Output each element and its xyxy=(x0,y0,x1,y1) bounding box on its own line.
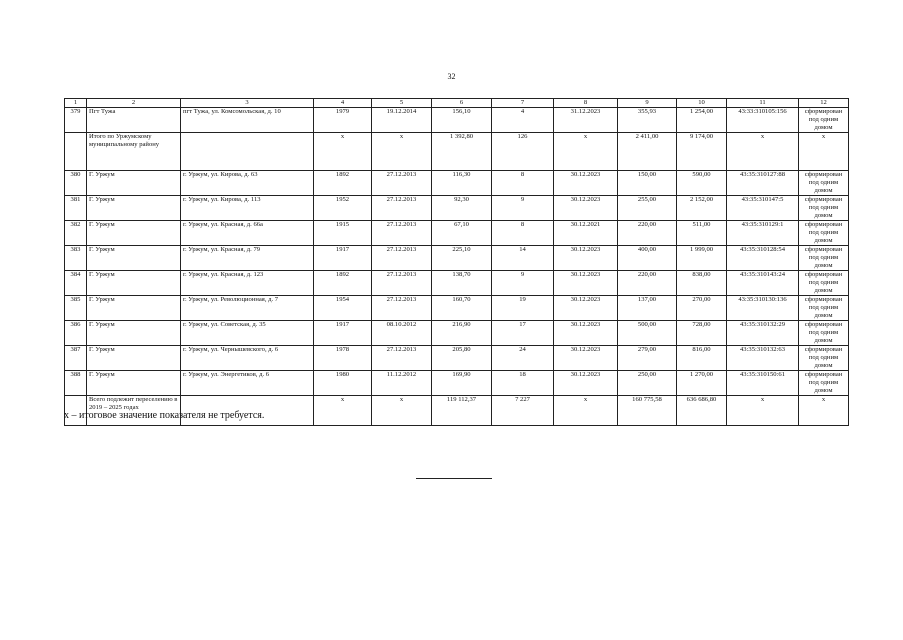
table-cell: 220,00 xyxy=(618,271,677,296)
table-cell: 43:35:310143:24 xyxy=(727,271,799,296)
table-cell: 43:35:310150:61 xyxy=(727,371,799,396)
table-cell: 18 xyxy=(492,371,554,396)
total-cell: 7 227 xyxy=(492,396,554,426)
table-cell: 205,80 xyxy=(432,346,492,371)
table-cell: Г. Уржум xyxy=(87,246,181,271)
table-cell: 388 xyxy=(65,371,87,396)
table-cell: 728,00 xyxy=(677,321,727,346)
table-row xyxy=(65,346,849,371)
column-number: 6 xyxy=(432,99,492,108)
table-cell xyxy=(65,133,87,171)
table-cell: 30.12.2023 xyxy=(554,296,618,321)
table-cell: Пгт Тужа xyxy=(87,108,181,133)
total-cell: 2 411,00 xyxy=(618,133,677,171)
total-label: Итого по Уржумскому муниципальному району xyxy=(87,133,181,171)
table-cell xyxy=(181,133,314,171)
table-cell: 384 xyxy=(65,271,87,296)
total-cell: 126 xyxy=(492,133,554,171)
column-number: 4 xyxy=(314,99,372,108)
table-cell: 156,10 xyxy=(432,108,492,133)
column-number: 7 xyxy=(492,99,554,108)
table-cell: 382 xyxy=(65,221,87,246)
table-cell: 1917 xyxy=(314,246,372,271)
column-number: 9 xyxy=(618,99,677,108)
table-cell: сформирован под одним домом xyxy=(799,246,849,271)
table-cell: 30.12.2023 xyxy=(554,271,618,296)
table-cell: 355,93 xyxy=(618,108,677,133)
table-cell: 250,00 xyxy=(618,371,677,396)
table-cell: 14 xyxy=(492,246,554,271)
table-cell: 43:33:310105:156 xyxy=(727,108,799,133)
column-number: 5 xyxy=(372,99,432,108)
table-cell: 1978 xyxy=(314,346,372,371)
table-cell: 17 xyxy=(492,321,554,346)
total-cell: 1 392,80 xyxy=(432,133,492,171)
column-number: 2 xyxy=(87,99,181,108)
column-number-row xyxy=(65,99,849,108)
total-cell: х xyxy=(314,396,372,426)
table-cell: 27.12.2013 xyxy=(372,346,432,371)
signature-line xyxy=(416,478,492,479)
total-row xyxy=(65,133,849,171)
table-cell: г. Уржум, ул. Советская, д. 35 xyxy=(181,321,314,346)
table-cell: 30.12.2023 xyxy=(554,346,618,371)
table-cell: 220,00 xyxy=(618,221,677,246)
table-cell: 27.12.2013 xyxy=(372,271,432,296)
table-cell: 43:35:310132:63 xyxy=(727,346,799,371)
table-cell: 43:35:310147:5 xyxy=(727,196,799,221)
table-cell: г. Уржум, ул. Энергетиков, д. 6 xyxy=(181,371,314,396)
table-cell: 4 xyxy=(492,108,554,133)
table-cell: 27.12.2013 xyxy=(372,221,432,246)
table-cell: сформирован под одним домом xyxy=(799,296,849,321)
table-cell: 255,00 xyxy=(618,196,677,221)
table-cell: 1915 xyxy=(314,221,372,246)
table-cell: г. Уржум, ул. Красная, д. 79 xyxy=(181,246,314,271)
total-cell: 636 686,80 xyxy=(677,396,727,426)
table-cell: 1 270,00 xyxy=(677,371,727,396)
table-cell: г. Уржум, ул. Красная, д. 123 xyxy=(181,271,314,296)
table-cell: сформирован под одним домом xyxy=(799,346,849,371)
table-cell: 92,30 xyxy=(432,196,492,221)
table-row xyxy=(65,371,849,396)
table-row xyxy=(65,108,849,133)
total-cell: х xyxy=(727,133,799,171)
table-cell: сформирован под одним домом xyxy=(799,108,849,133)
table-cell: 43:35:310128:54 xyxy=(727,246,799,271)
table-cell: 1979 xyxy=(314,108,372,133)
table-cell: 1954 xyxy=(314,296,372,321)
total-cell: 9 174,00 xyxy=(677,133,727,171)
total-cell: х xyxy=(554,396,618,426)
table-cell: 9 xyxy=(492,196,554,221)
table-cell: 1980 xyxy=(314,371,372,396)
table-cell: Г. Уржум xyxy=(87,171,181,196)
table-row xyxy=(65,221,849,246)
table-row xyxy=(65,321,849,346)
table-cell: г. Уржум, ул. Чернышевского, д. 6 xyxy=(181,346,314,371)
column-number: 12 xyxy=(799,99,849,108)
total-label: Всего подлежит переселению в 2019 – 2025 годах xyxy=(87,396,181,426)
table-cell: 67,10 xyxy=(432,221,492,246)
table-cell: 9 xyxy=(492,271,554,296)
table-cell: 43:35:310132:29 xyxy=(727,321,799,346)
table-cell: Г. Уржум xyxy=(87,321,181,346)
table-row xyxy=(65,171,849,196)
table-cell: сформирован под одним домом xyxy=(799,221,849,246)
table-cell: 27.12.2013 xyxy=(372,171,432,196)
table-cell: Г. Уржум xyxy=(87,221,181,246)
table-cell: 383 xyxy=(65,246,87,271)
column-number: 11 xyxy=(727,99,799,108)
table-cell: 270,00 xyxy=(677,296,727,321)
table-cell: 150,00 xyxy=(618,171,677,196)
total-cell: 160 775,58 xyxy=(618,396,677,426)
table-cell: 30.12.2023 xyxy=(554,246,618,271)
table-cell: г. Уржум, ул. Кирова, д. 113 xyxy=(181,196,314,221)
table-cell: 381 xyxy=(65,196,87,221)
table-cell: 2 152,00 xyxy=(677,196,727,221)
column-number: 1 xyxy=(65,99,87,108)
table-cell: Г. Уржум xyxy=(87,296,181,321)
table-cell: 27.12.2013 xyxy=(372,246,432,271)
total-cell: х xyxy=(727,396,799,426)
table-cell: 30.12.2021 xyxy=(554,221,618,246)
table-row xyxy=(65,271,849,296)
table-cell: 19 xyxy=(492,296,554,321)
table-cell: 43:35:310129:1 xyxy=(727,221,799,246)
table-cell: 1892 xyxy=(314,271,372,296)
total-cell: х xyxy=(314,133,372,171)
relocation-table xyxy=(64,98,849,426)
table-cell: сформирован под одним домом xyxy=(799,196,849,221)
table-cell: Г. Уржум xyxy=(87,371,181,396)
table-cell: 386 xyxy=(65,321,87,346)
table-cell: 380 xyxy=(65,171,87,196)
table-cell: 30.12.2023 xyxy=(554,321,618,346)
table-cell: 138,70 xyxy=(432,271,492,296)
table-cell: 160,70 xyxy=(432,296,492,321)
table-cell: 1 254,00 xyxy=(677,108,727,133)
table-cell: Г. Уржум xyxy=(87,346,181,371)
table-cell: 8 xyxy=(492,171,554,196)
table-row xyxy=(65,296,849,321)
total-cell: х xyxy=(372,396,432,426)
table-cell: пгт Тужа, ул. Комсомольская, д. 10 xyxy=(181,108,314,133)
table-row xyxy=(65,246,849,271)
table-cell: 216,90 xyxy=(432,321,492,346)
table-cell: 31.12.2023 xyxy=(554,108,618,133)
table-cell: 116,30 xyxy=(432,171,492,196)
table-cell: 400,00 xyxy=(618,246,677,271)
table-cell: 8 xyxy=(492,221,554,246)
table-cell: 379 xyxy=(65,108,87,133)
table-cell: 590,00 xyxy=(677,171,727,196)
table-cell: г. Уржум, ул. Революционная, д. 7 xyxy=(181,296,314,321)
footnote: х – итоговое значение показателя не требуется. xyxy=(64,410,265,421)
table-cell: сформирован под одним домом xyxy=(799,321,849,346)
table-cell: 27.12.2013 xyxy=(372,196,432,221)
table-cell: 27.12.2013 xyxy=(372,296,432,321)
table-cell: 11.12.2012 xyxy=(372,371,432,396)
table-cell: 1952 xyxy=(314,196,372,221)
total-cell: х xyxy=(554,133,618,171)
table-cell: 30.12.2023 xyxy=(554,371,618,396)
table-cell: сформирован под одним домом xyxy=(799,171,849,196)
table-cell: Г. Уржум xyxy=(87,196,181,221)
column-number: 8 xyxy=(554,99,618,108)
table-cell: 24 xyxy=(492,346,554,371)
table-cell: 838,00 xyxy=(677,271,727,296)
table-cell: г. Уржум, ул. Кирова, д. 63 xyxy=(181,171,314,196)
table-cell: 387 xyxy=(65,346,87,371)
table-cell: 19.12.2014 xyxy=(372,108,432,133)
column-number: 3 xyxy=(181,99,314,108)
table-cell: 279,00 xyxy=(618,346,677,371)
table-cell: 385 xyxy=(65,296,87,321)
table-body xyxy=(65,99,849,426)
table-cell: 43:35:310130:136 xyxy=(727,296,799,321)
table-cell: 225,10 xyxy=(432,246,492,271)
table-cell: сформирован под одним домом xyxy=(799,271,849,296)
total-cell: х xyxy=(372,133,432,171)
total-cell: х xyxy=(799,396,849,426)
total-cell: 119 112,37 xyxy=(432,396,492,426)
table-cell: 08.10.2012 xyxy=(372,321,432,346)
column-number: 10 xyxy=(677,99,727,108)
table-cell: 1892 xyxy=(314,171,372,196)
table-cell: 30.12.2023 xyxy=(554,171,618,196)
table-cell: 511,00 xyxy=(677,221,727,246)
table-cell: 169,90 xyxy=(432,371,492,396)
page-number: 32 xyxy=(447,72,456,81)
table-cell: 816,00 xyxy=(677,346,727,371)
table-cell: 43:35:310127:88 xyxy=(727,171,799,196)
table-cell: Г. Уржум xyxy=(87,271,181,296)
table-cell: 500,00 xyxy=(618,321,677,346)
table-cell: г. Уржум, ул. Красная, д. 66а xyxy=(181,221,314,246)
table-cell: сформирован под одним домом xyxy=(799,371,849,396)
table-row xyxy=(65,196,849,221)
table-cell: 1917 xyxy=(314,321,372,346)
table-cell: 1 999,00 xyxy=(677,246,727,271)
table-cell: 137,00 xyxy=(618,296,677,321)
table-cell: 30.12.2023 xyxy=(554,196,618,221)
total-cell: х xyxy=(799,133,849,171)
